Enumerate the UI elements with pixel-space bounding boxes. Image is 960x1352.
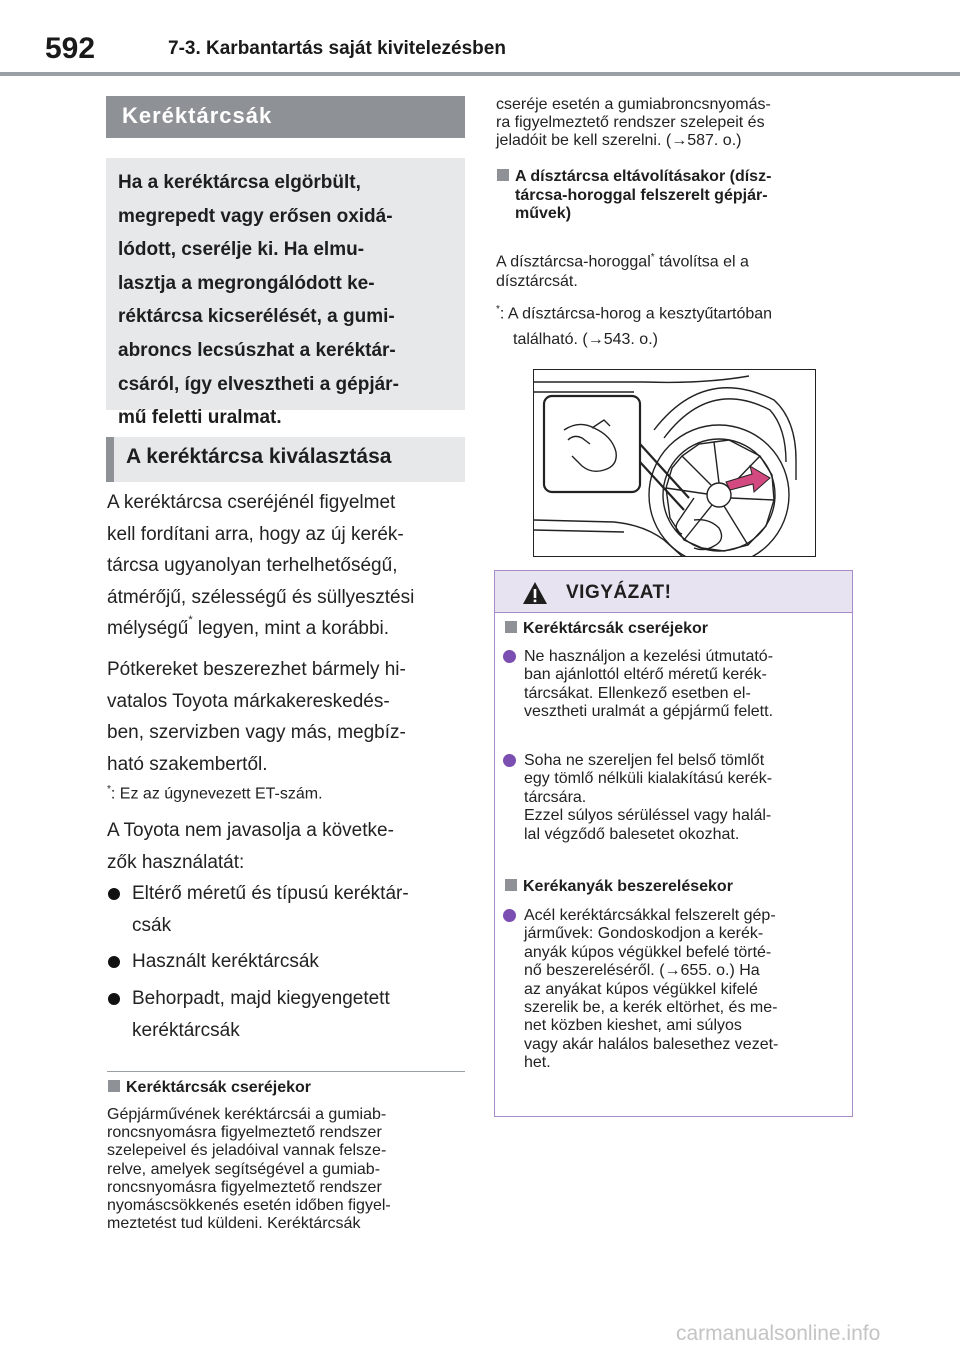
text-line: ható szakembertől. — [107, 753, 268, 775]
lead-line: csáról, így elvesztheti a gépjár- — [118, 373, 399, 395]
lead-line: réktárcsa kicserélését, a gumi- — [118, 306, 395, 328]
text-line: dísztárcsát. — [496, 272, 578, 290]
text-line: net közben kieshet, ami súlyos — [524, 1017, 742, 1035]
text-fragment: mélységű — [107, 618, 189, 639]
warning-item — [503, 648, 848, 722]
text-line — [496, 297, 856, 327]
square-bullet-icon — [497, 169, 509, 181]
text-fragment: A dísztárcsa-horoggal — [496, 253, 651, 271]
text-line: ra figyelmeztető rendszer szelepeit és — [496, 114, 765, 132]
page-reference: 587. o.) — [687, 132, 742, 150]
bullet-icon — [503, 909, 516, 922]
text-line: vatalos Toyota márkakereskedés- — [107, 690, 390, 712]
text-line: átmérőjű, szélességű és süllyesztési — [107, 586, 415, 608]
arrow-icon: → — [587, 331, 604, 349]
lead-box — [106, 158, 465, 429]
chapter-title: 7-3. Karbantartás saját kivitelezésben — [168, 38, 506, 59]
section-title: Keréktárcsák — [106, 96, 465, 138]
warning-item — [503, 907, 848, 1073]
text-line: vesztheti uralmát a gépjármű felett. — [524, 703, 774, 721]
text-fragment: legyen, mint a korábbi. — [192, 618, 390, 639]
text-line: Soha ne szereljen fel belső tömlőt — [524, 752, 765, 769]
lead-line: abroncs lecsúszhat a keréktár- — [118, 339, 396, 361]
note-replacing-text — [107, 1106, 467, 1233]
continuation-text — [496, 96, 856, 151]
footnote-marker: * — [650, 252, 655, 263]
text-fragment: található. ( — [513, 331, 588, 349]
text-line — [496, 132, 856, 150]
square-bullet-icon — [505, 621, 517, 633]
hubcap-footnote — [496, 297, 856, 353]
lead-line: megrepedt vagy erősen oxidá- — [118, 205, 393, 227]
text-fragment: jeladóit be kell szerelni. ( — [496, 132, 672, 150]
list-item — [108, 878, 468, 941]
text-line: tárcsa ugyanolyan terhelhetőségű, — [107, 555, 398, 576]
page-number: 592 — [45, 32, 96, 65]
warning-title: VIGYÁZAT! — [566, 582, 672, 603]
hubcap-text — [496, 248, 856, 291]
warning-box — [494, 570, 853, 1117]
text-line: roncsnyomásra figyelmeztető rendszer — [107, 1178, 382, 1196]
bullet-icon — [503, 650, 516, 663]
text-line: relve, amelyek segítségével a gumiab- — [107, 1160, 381, 1178]
text-line: tárcsára. — [524, 788, 587, 806]
text-line: roncsnyomásra figyelmeztető rendszer — [107, 1124, 382, 1142]
lead-line: mű feletti uralmat. — [118, 407, 282, 429]
footnote-et-number — [107, 784, 323, 803]
list-item — [108, 983, 468, 1046]
note-heading-text: Keréktárcsák cseréjekor — [126, 1079, 312, 1096]
text-line: szelepeivel és jeladóival vannak felsze- — [107, 1142, 387, 1160]
list-item-line: csák — [132, 914, 172, 936]
text-line: nyomáscsökkenés esetén időben figyel- — [107, 1197, 391, 1215]
warning-header — [495, 571, 852, 613]
text-fragment: : A dísztárcsa-horog a kesztyűtartóban — [499, 305, 773, 323]
footnote-marker: * — [496, 304, 500, 315]
text-line: Ezzel súlyos sérüléssel vagy halál- — [524, 807, 772, 825]
watermark: carmanualsonline.info — [676, 1322, 881, 1345]
header-rule — [0, 72, 960, 76]
text-line: tárcsákat. Ellenkező esetben el- — [524, 684, 751, 702]
text-line: ben, szervizben vagy más, megbíz- — [107, 722, 406, 743]
text-line: nő beszereléséről. (→655. o.) Ha — [524, 962, 760, 980]
text-line: az anyákat kúpos végükkel kifelé — [524, 980, 758, 998]
divider — [107, 1071, 465, 1072]
footnote-text: : Ez az úgynevezett ET-szám. — [110, 785, 323, 803]
page-reference: 543. o.) — [603, 331, 658, 349]
text-line: egy tömlő nélküli kialakítású kerék- — [524, 770, 773, 788]
square-bullet-icon — [108, 1080, 120, 1092]
text-line: cseréje esetén a gumiabroncsnyomás- — [496, 96, 771, 113]
text-line: járművek: Gondoskodjon a kerék- — [524, 925, 764, 943]
footnote-marker: * — [107, 784, 111, 795]
text-line: zők használatát: — [107, 851, 245, 873]
list-item — [108, 946, 468, 978]
text-fragment: Kerékanyák beszerelésekor — [523, 878, 733, 895]
bullet-icon — [503, 754, 516, 767]
arrow-icon: → — [671, 132, 688, 150]
warning-section-heading — [505, 620, 708, 638]
text-line: het. — [524, 1054, 551, 1072]
hubcap-heading-line — [497, 168, 852, 187]
paragraph-spare-wheel — [107, 654, 467, 780]
text-line: Gépjárművének keréktárcsái a gumiab- — [107, 1106, 387, 1123]
text-line: meztetést tud küldeni. Keréktárcsák — [107, 1215, 361, 1233]
list-item-line: keréktárcsák — [132, 1019, 240, 1041]
text-line: Ne használjon a kezelési útmutató- — [524, 648, 774, 665]
square-bullet-icon — [505, 879, 517, 891]
text-fragment: távolítsa el a — [654, 253, 749, 271]
text-line: Pótkereket beszerezhet bármely hi- — [107, 659, 406, 680]
text-line: lal végződő balesetet okozhat. — [524, 825, 740, 843]
note-heading — [108, 1079, 311, 1098]
hubcap-removal-illustration — [533, 369, 816, 557]
lead-line: lasztja a megrongálódott ke- — [118, 272, 375, 294]
warning-section-heading — [505, 878, 733, 896]
text-line: ban ajánlottól eltérő méretű kerék- — [524, 666, 767, 684]
bullet-icon — [108, 993, 120, 1005]
warning-item — [503, 752, 848, 844]
list-item-line: Eltérő méretű és típusú keréktár- — [132, 883, 409, 904]
text-line: A keréktárcsa cseréjénél figyelmet — [107, 492, 396, 513]
paragraph-wheel-selection — [107, 487, 467, 645]
text-line: A Toyota nem javasolja a követke- — [107, 820, 394, 841]
text-fragment: A dísztárcsa eltávolításakor (dísz- — [515, 168, 772, 185]
text-line: vagy akár halálos balesethez vezet- — [524, 1035, 779, 1053]
pull-arrow-icon — [726, 466, 770, 492]
list-item-line: Behorpadt, majd kiegyengetett — [132, 988, 390, 1009]
text-line — [496, 248, 856, 272]
text-line: szerelik be, a kerék eltörhet, és me- — [524, 999, 778, 1017]
text-line — [496, 327, 856, 353]
bullet-icon — [108, 888, 120, 900]
wheel-hook-drawing — [534, 370, 816, 557]
text-line — [107, 613, 467, 645]
warning-triangle-icon — [522, 581, 548, 605]
lead-line: lódott, cserélje ki. Ha elmu- — [118, 239, 365, 261]
hubcap-heading-line: tárcsa-horoggal felszerelt gépjár- — [515, 186, 768, 204]
bullet-icon — [108, 956, 120, 968]
text-line: Acél keréktárcsákkal felszerelt gép- — [524, 907, 776, 924]
hubcap-heading — [497, 168, 852, 224]
hubcap-heading-line: művek) — [515, 205, 572, 222]
footnote-marker: * — [188, 614, 193, 626]
lead-line: Ha a keréktárcsa elgörbült, — [118, 172, 361, 193]
list-item-line: Használt keréktárcsák — [132, 951, 319, 972]
paragraph-not-recommended — [107, 815, 467, 878]
text-line: kell fordítani arra, hogy az új kerék- — [107, 523, 404, 545]
text-line: anyák kúpos végükkel befelé törté- — [524, 943, 772, 961]
text-fragment: Keréktárcsák cseréjekor — [523, 620, 709, 637]
subsection-title: A keréktárcsa kiválasztása — [106, 437, 465, 482]
